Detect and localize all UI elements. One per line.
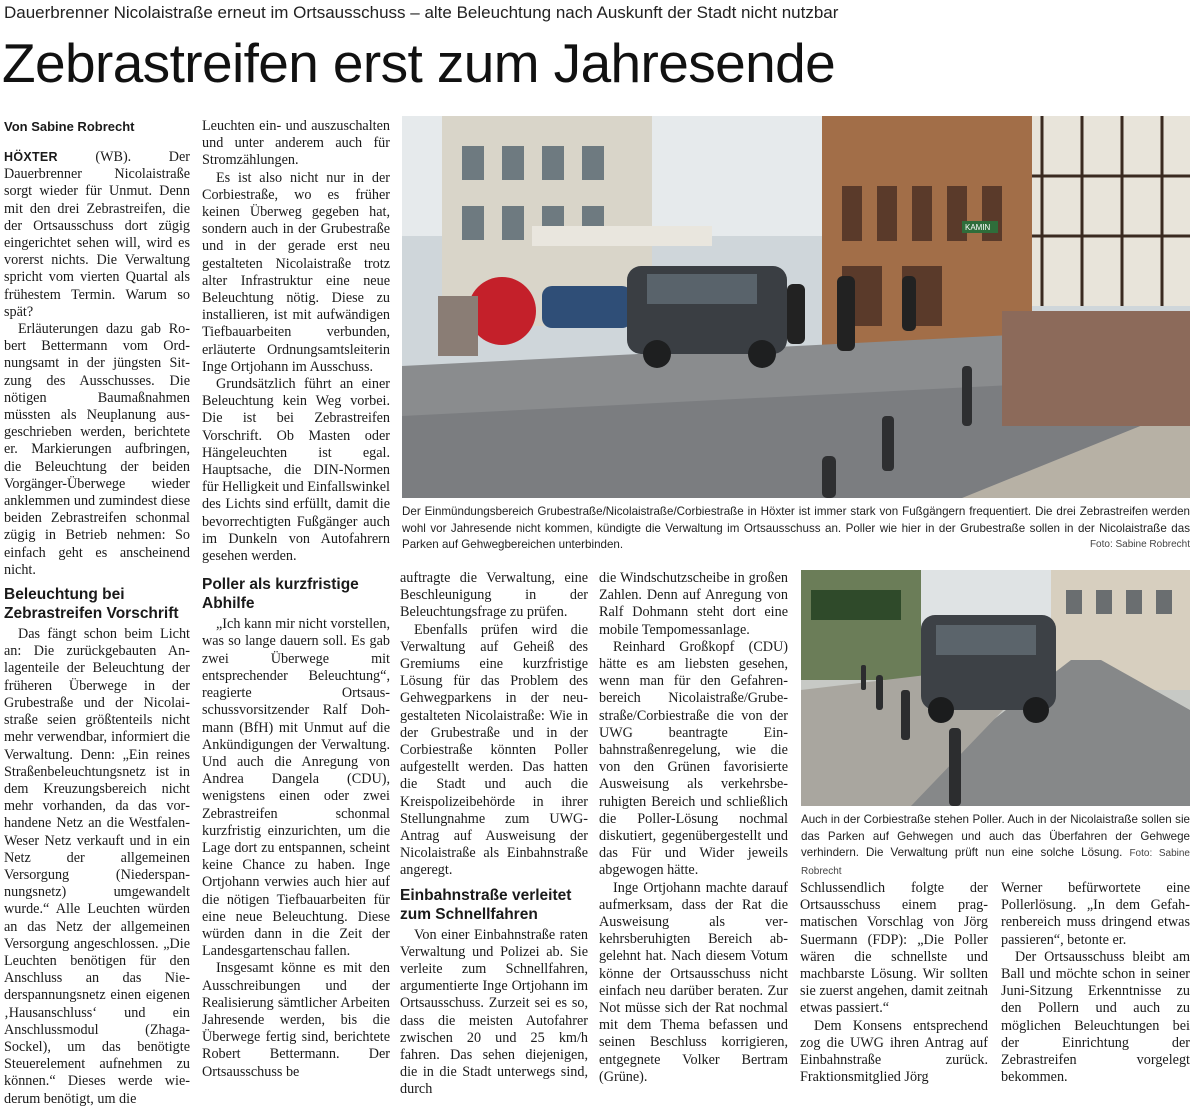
photo-street-junction <box>402 116 1190 498</box>
author-byline: Von Sabine Robrecht <box>4 119 135 134</box>
paragraph <box>4 149 190 321</box>
paragraph: Ebenfalls prüfen wird die Verwaltung auf Geheiß des Gremiums eine kurzfristige Lösung für das Problem des Gehwegparkens in der neugestalteten Nicolaistraße: Wie in der Grubestraße und in der Corbiestraße könnten Poller aufgestellt werden. Das hatten die Stadt und auch die Kreispolizeibehörde in ihrer Stellungnahme zum UWG-Antrag auf Ausweisung der Nicolaistraße als Einbahnstraße angeregt. <box>400 621 588 879</box>
article-kicker: Dauerbrenner Nicolaistraße erneut im Ortsausschuss – alte Beleuchtung nach Auskunft der Stadt nicht nutzbar <box>4 3 839 22</box>
article-column-2 <box>202 118 390 1078</box>
photo-caption-2 <box>801 812 1190 877</box>
caption-text: Auch in der Corbiestraße stehen Poller. Auch in der Nicolaistraße sollen sie das Parken auf Gehwegen und auch das Überfahren der Gehwege verhindern. Die Verwaltung prüft nun eine solche Lösung. <box>801 813 1190 859</box>
article-headline: Zebrastreifen erst zum Jahresende <box>2 32 836 94</box>
paragraph: Erläuterungen dazu gab Robert Bettermann vom Ordnungsamt in der jüngsten Sitzung des Ausschusses. Die nötigen Baumaßnahmen müssten als Neuplanung ausgeschrieben werden, berichtete er. Markierungen aufbringen, die Beleuchtung der beiden Vorgänger-Überwege wieder anklemmen und zumindest diese beiden Zebrastreifen schonmal zügig in Betrieb nehmen: So einfach geht es anscheinend nicht. <box>4 321 190 578</box>
paragraph: Leuchten ein- und auszuschalten und unter anderem auch für Stromzählungen. <box>202 118 390 169</box>
subheading-one-way: Einbahnstraße verleitet zum Schnellfahren <box>400 886 572 923</box>
paragraph: Schlussendlich folgte der Ortsausschuss einem pragmatischen Vorschlag von Jörg Suermann (FDP): „Die Poller wären die schnellste und machbarste Lösung. Wir sollten sie zuerst angehen, damit zeitnah etwas passiert.“ <box>800 880 988 1017</box>
dateline-location: HÖXTER <box>4 150 58 164</box>
paragraph-text: (WB). Der Dauerbrenner Nicolaistraße sorgt wieder für Unmut. Denn mit den drei Zebrastreifen, die der Ortsausschuss dort zügig eingerichtet sehen will, wird es vorerst nichts. Die Verwaltung spricht vom vierten Quartal als frühestem Termin. Warum so spät? <box>4 149 190 320</box>
paragraph: auftragte die Verwaltung, eine Beschleunigung in der Beleuchtungsfrage zu prüfen. <box>400 570 588 621</box>
shop-sign-text: KAMIN <box>965 223 991 232</box>
paragraph: Dem Konsens entsprechend zog die UWG ihren Antrag auf Einbahnstraße zurück. Fraktionsmitglied Jörg <box>800 1017 988 1086</box>
article-column-4 <box>599 570 788 1085</box>
subheading-lighting: Beleuchtung bei Zebrastreifen Vorschrift <box>4 586 179 623</box>
paragraph: Reinhard Großkopf (CDU) hätte es am liebsten gesehen, wenn man für den Gefahrenbereich Nicolaistraße/Grubestraße/Corbiestraße die von der UWG beantragte Einbahnstraßenregelung, wie die von den Grünen favorisierte Ausweisung als verkehrsberuhigten Bereich und schließlich die Poller-Lösung nochmal diskutiert, gegenübergestellt und das Für und Wider jeweils abgewogen hätte. <box>599 638 788 879</box>
paragraph: „Ich kann mir nicht vorstellen, was so lange dauern soll. Es gab zwei Überwege mit entsprechender Beleuchtung“, reagierte Ortsausschussvorsitzender Ralf Dohmann (BfH) mit Unmut auf die Ankündigungen der Verwaltung. Und auch die Anregung von Andrea Dangela (CDU), wenigstens einen oder zwei Zebrastreifen schonmal kurzfristig einzurichten, um die Lage dort zu entspannen, scheint keine Chance zu haben. Inge Ortjohann verwies auch hier auf die nötigen Tiefbauarbeiten für eine neue Beleuchtung. Diese würden dann in die Zeit der Landesgartenschau fallen. <box>202 616 390 960</box>
paragraph: Von einer Einbahnstraße raten Verwaltung und Polizei ab. Sie verleite zum Schnellfahren, argumentierte Inge Ortjohann im Ortsausschuss. Zurzeit sei es so, dass die meisten Autofahrer zwischen 20 und 25 km/h fahren. Das sehen diejenigen, die in die Stadt unterwegs sind, durch <box>400 926 588 1098</box>
paragraph: Der Ortsausschuss bleibt am Ball und möchte schon in seiner Juni-Sitzung Erkenntnisse zu den Pollern und auch zu möglichen Beleuchtungen bei der Einrichtung der Zebrastreifen vorgelegt bekommen. <box>1001 948 1190 1086</box>
article-column-6 <box>1001 880 1190 1086</box>
article-column-5 <box>800 880 988 1086</box>
photo-credit: Foto: Sabine Robrecht <box>801 848 1190 877</box>
paragraph: Inge Ortjohann machte darauf aufmerksam, dass der Rat die Ausweisung als verkehrsberuhigten Bereich abgelehnt hat. Nach diesem Votum könne der Ortsausschuss nicht einfach neu darüber beraten. Zur Not müsse sich der Rat nochmal mit dem Thema befassen und seinen Beschluss korrigieren, entgegnete Volker Bertram (Grüne). <box>599 879 788 1085</box>
photo-caption-1 <box>402 504 1190 558</box>
paragraph: Das fängt schon beim Licht an: Die zurückgebauten Anlagenteile der Beleuchtung der früheren Überwege in der Grubestraße und der Nicolaistraße seien größtenteils nicht mehr verwendbar, informiert die Verwaltung. Denn: „Ein reines Straßenbeleuchtungsnetz ist in dem Kreuzungsbereich nicht mehr vorhanden, da das vorhandene Netz an die Westfalen-Weser Netz verkauft und in ein Netz der allgemeinen Versorgung (Niederspannungsnetz) umgewandelt wurde.“ Alle Leuchten würden an das Netz der allgemeinen Versorgung angeschlossen. „Die Leuchten benötigen für den Anschluss an das Niederspannungsnetz einen eigenen ‚Hausanschluss‘ und ein Anschlussmodul (Zhaga-Sockel), um das benötigte Steuerelement aufnehmen zu können.“ Dieses werde wiederum benötigt, um die <box>4 626 190 1107</box>
paragraph: Werner befürwortete eine Pollerlösung. „In dem Gefahrenbereich muss dringend etwas passieren“, betonte er. <box>1001 880 1190 948</box>
paragraph: die Windschutzscheibe in großen Zahlen. Denn auf Anregung von Ralf Dohmann steht dort eine mobile Tempomessanlage. <box>599 570 788 638</box>
article-column-1 <box>4 118 190 1107</box>
paragraph: Insgesamt könne es mit den Ausschreibungen und der Realisierung sämtlicher Arbeiten Jahresende werden, bis die Überwege fertig sind, berichtete Robert Bettermann. Der Ortsausschuss be <box>202 960 390 1080</box>
photo-corbiestrasse-bollards <box>801 570 1190 806</box>
article-column-3 <box>400 570 588 1098</box>
photo-credit: Foto: Sabine Robrecht <box>1089 539 1190 550</box>
paragraph: Es ist also nicht nur in der Corbiestraße, wo es früher keinen Überweg gegeben hat, sondern auch in der Grubestraße und in der gerade erst neu gestalteten Nicolaistraße trotz alter Infrastruktur eine neue Beleuchtung nötig. Diese zu installieren, ist mit aufwändigen Tiefbauarbeiten verbunden, erläuterte Ordnungsamtsleiterin Inge Ortjohann im Ausschuss. <box>202 169 390 375</box>
subheading-bollards: Poller als kurzfristige Abhilfe <box>202 576 359 613</box>
paragraph: Grundsätzlich führt an einer Beleuchtung kein Weg vorbei. Die ist bei Zebrastreifen Vorschrift. Ob Masten oder Hängeleuchten ist egal. Hauptsache, die DIN-Normen für Helligkeit und Einfallswinkel des Lichts sind erfüllt, damit die bevorrechtigten Fußgänger auch im Dunkeln von Autofahrern gesehen werden. <box>202 376 390 565</box>
caption-text: Der Einmündungsbereich Grubestraße/Nicolaistraße/Corbiestraße in Höxter ist immer stark von Fußgängern frequentiert. Die drei Zebrastreifen werden wohl vor Jahresende nicht kommen, kündigte die Verwaltung im Ortsausschuss an. Poller wie hier in der Grubestraße sollen in der Nicolaistraße das Parken auf Gehwegbereichen unterbinden. <box>402 505 1190 551</box>
